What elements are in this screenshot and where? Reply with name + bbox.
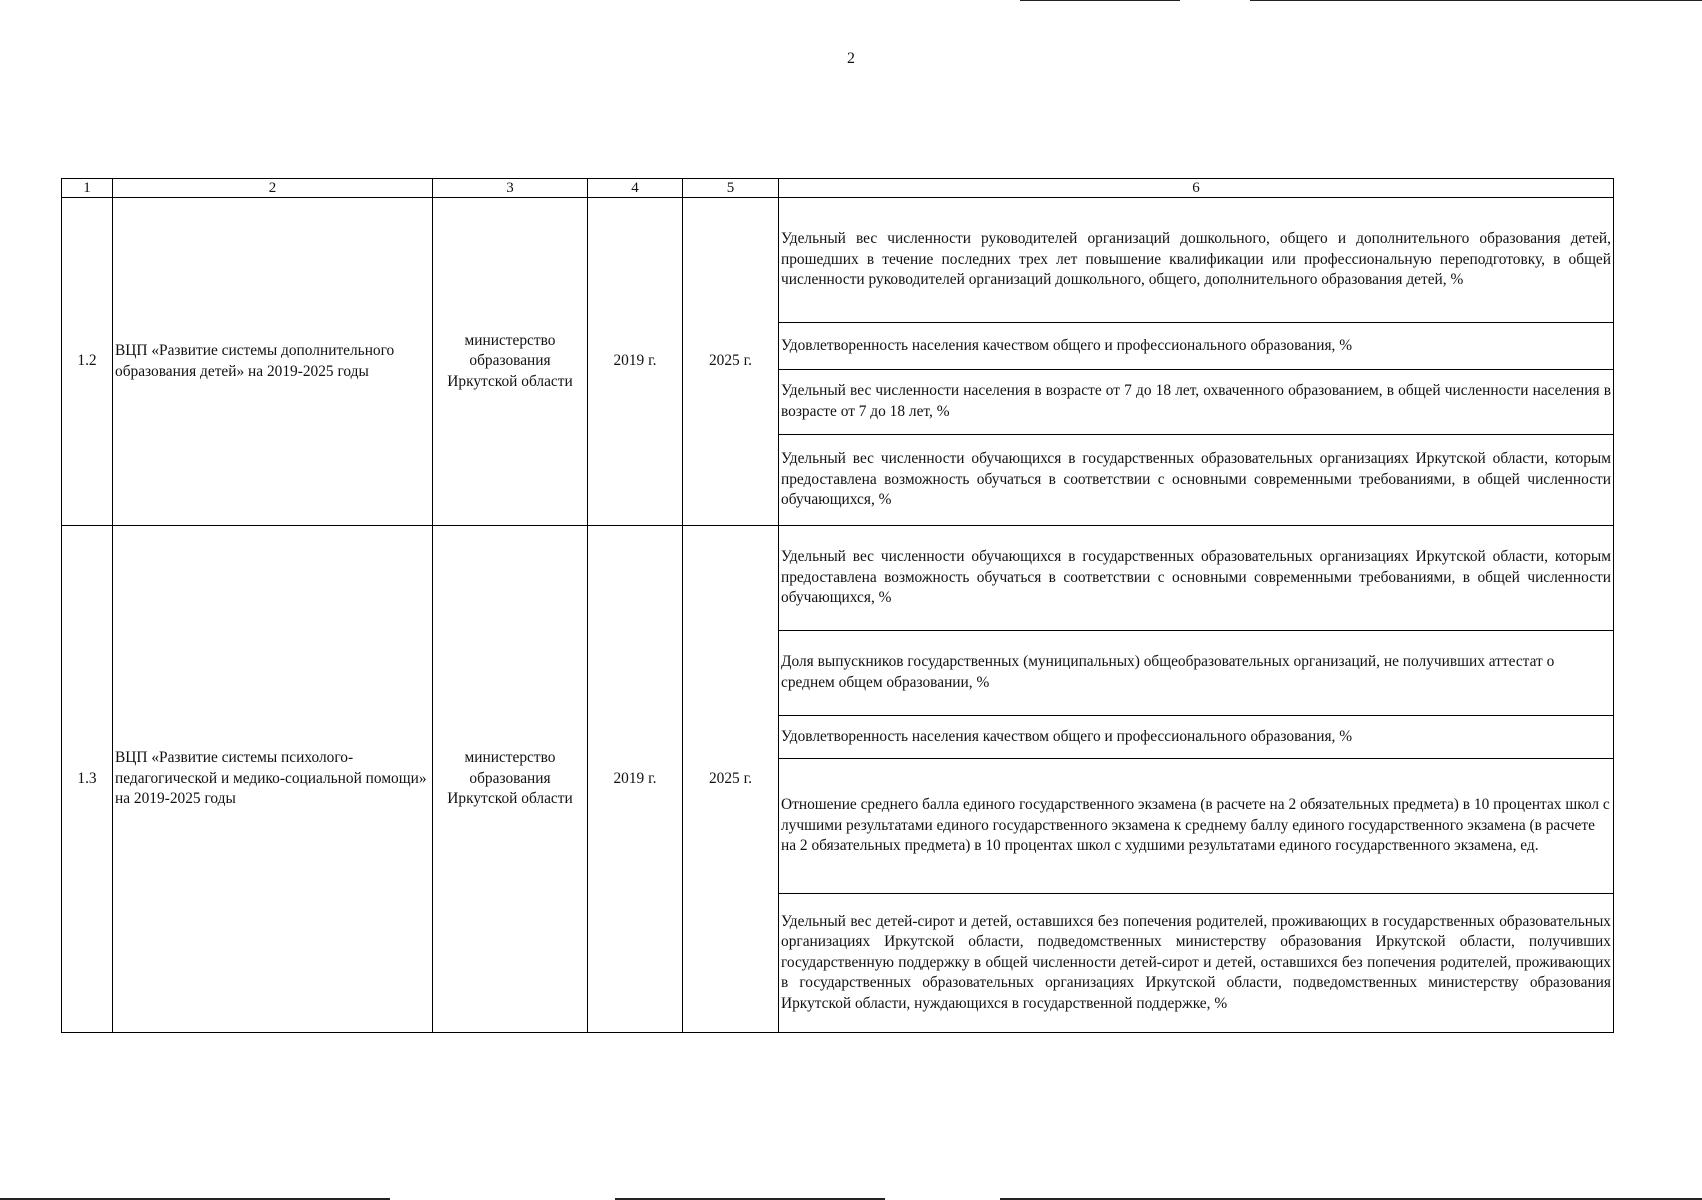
indicator-cell: Доля выпускников государственных (муниципальных) общеобразовательных организаций, не получивших аттестат о среднем общем образовании, % [779, 631, 1614, 716]
table-row [62, 198, 1614, 323]
column-number-header: 6 [779, 179, 1614, 198]
table-row [62, 526, 1614, 631]
start-year: 2019 г. [588, 526, 683, 1033]
page-number: 2 [847, 50, 855, 67]
column-number-header: 4 [588, 179, 683, 198]
indicator-cell: Удельный вес численности населения в возрасте от 7 до 18 лет, охваченного образованием, в общей численности населения в возрасте от 7 до 18 лет, % [779, 370, 1614, 435]
indicator-cell: Удельный вес детей-сирот и детей, оставшихся без попечения родителей, проживающих в государственных образовательных организациях Иркутской области, подведомственных министерству образования Иркутской области, получивших государственную поддержку в общей численности детей-сирот и детей, оставшихся без попечения родителей, проживающих в государственных образовательных организациях Иркутской области, подведомственных министерству образования Иркутской области, нуждающихся в государственной поддержке, % [779, 894, 1614, 1033]
indicator-cell: Удовлетворенность населения качеством общего и профессионального образования, % [779, 716, 1614, 759]
scan-artifact-top [1250, 0, 1702, 1]
indicator-cell: Удельный вес численности обучающихся в государственных образовательных организациях Иркутской области, которым предоставлена возможность обучаться в соответствии с основными современными требованиями, в общей численности обучающихся, % [779, 526, 1614, 631]
responsible-executor: министерство образования Иркутской области [433, 198, 588, 526]
column-number-header: 1 [62, 179, 113, 198]
column-number-header: 2 [113, 179, 433, 198]
start-year: 2019 г. [588, 198, 683, 526]
end-year: 2025 г. [683, 526, 779, 1033]
scan-artifact-top [1020, 0, 1180, 1]
program-name: ВЦП «Развитие системы психолого-педагогической и медико-социальной помощи» на 2019-2025 годы [113, 526, 433, 1033]
column-number-header: 5 [683, 179, 779, 198]
row-number: 1.3 [62, 526, 113, 1033]
row-number: 1.2 [62, 198, 113, 526]
indicator-cell: Удельный вес численности обучающихся в государственных образовательных организациях Иркутской области, которым предоставлена возможность обучаться в соответствии с основными современными требованиями, в общей численности обучающихся, % [779, 435, 1614, 526]
program-name: ВЦП «Развитие системы дополнительного образования детей» на 2019-2025 годы [113, 198, 433, 526]
end-year: 2025 г. [683, 198, 779, 526]
program-table [61, 178, 1614, 1033]
column-number-header: 3 [433, 179, 588, 198]
indicator-cell: Отношение среднего балла единого государственного экзамена (в расчете на 2 обязательных предмета) в 10 процентах школ с лучшими результатами единого государственного экзамена к среднему баллу единого государственного экзамена (в расчете на 2 обязательных предмета) в 10 процентах школ с худшими результатами единого государственного экзамена, ед. [779, 759, 1614, 894]
indicator-cell: Удовлетворенность населения качеством общего и профессионального образования, % [779, 323, 1614, 370]
responsible-executor: министерство образования Иркутской области [433, 526, 588, 1033]
table-header-row [62, 179, 1614, 198]
indicator-cell: Удельный вес численности руководителей организаций дошкольного, общего и дополнительного образования детей, прошедших в течение последних трех лет повышение квалификации или профессиональную переподготовку, в общей численности руководителей организаций дошкольного, общего, дополнительного образования детей, % [779, 198, 1614, 323]
